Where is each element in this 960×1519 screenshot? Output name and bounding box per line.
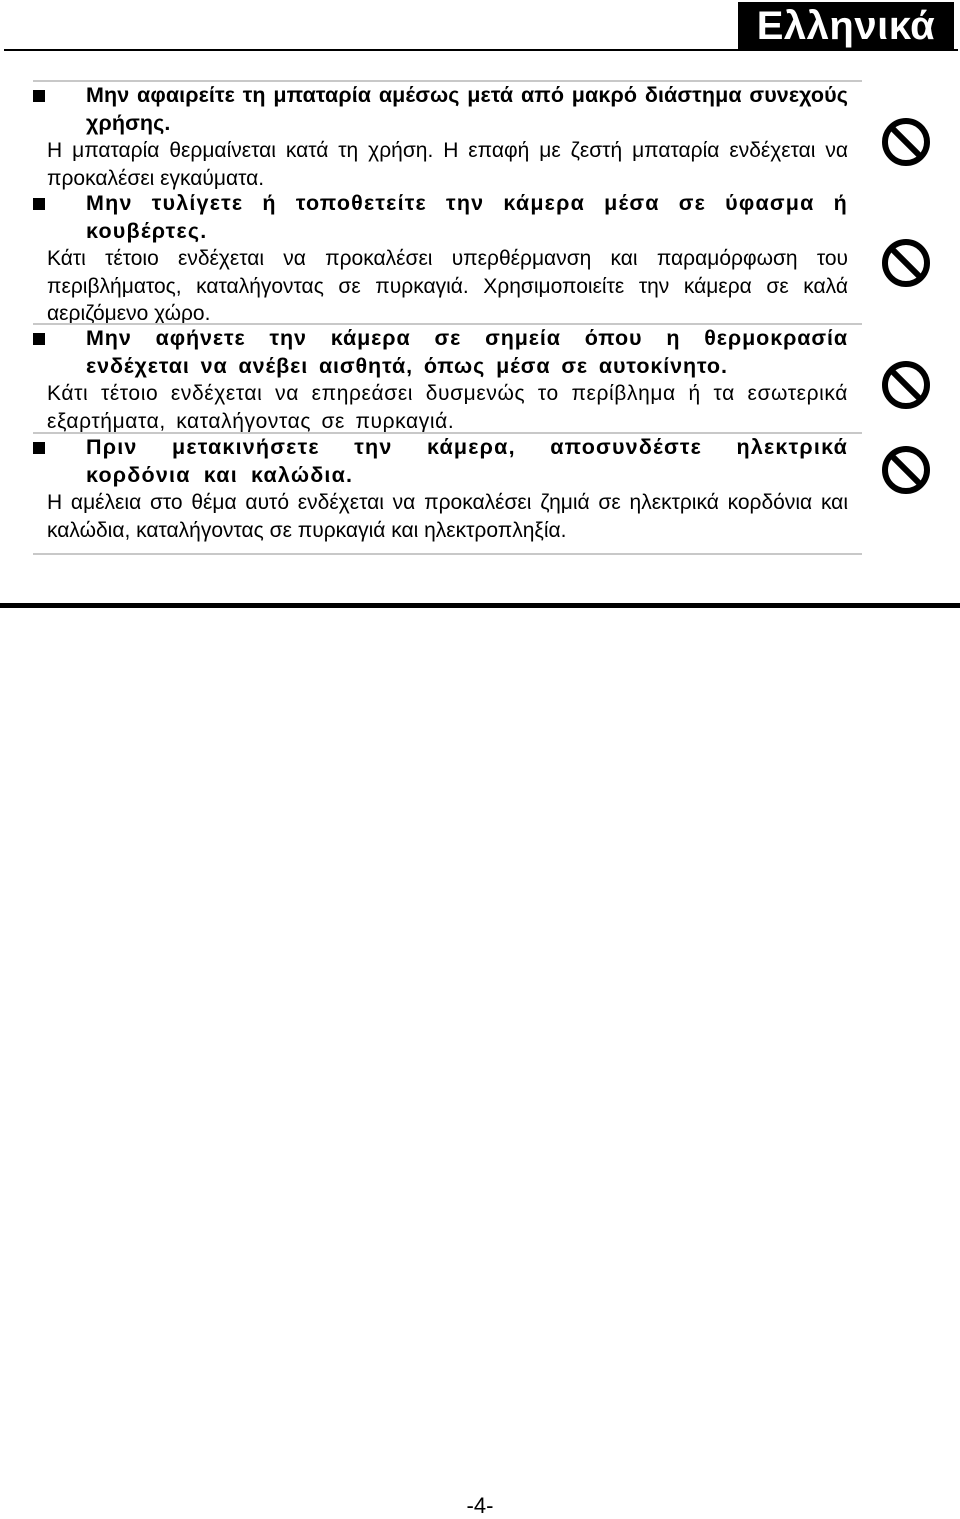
warning-heading: Πριν μετακινήσετε την κάμερα, αποσυνδέστε ηλεκτρικά κορδόνια και καλώδια.: [86, 435, 848, 487]
section-separator: [33, 553, 862, 555]
warning-body: Η αμέλεια στο θέμα αυτό ενδέχεται να προκαλέσει ζημιά σε ηλεκτρικά κορδόνια και καλώδια, καταλήγοντας σε πυρκαγιά και ηλεκτροπληξία.: [47, 491, 848, 542]
warning-item-1: [33, 82, 848, 192]
warning-heading: Μην αφαιρείτε τη μπαταρία αμέσως μετά από μακρό διάστημα συνεχούς χρήσης.: [86, 83, 848, 135]
language-label: Ελληνικά: [738, 2, 954, 50]
warning-body: Κάτι τέτοιο ενδέχεται να προκαλέσει υπερθέρμανση και παραμόρφωση του περιβλήματος, καταλήγοντας σε πυρκαγιά. Χρησιμοποιείτε την κάμερα σε καλά αεριζόμενο χώρο.: [47, 247, 848, 325]
bullet-square-icon: [33, 333, 45, 345]
page-number: -4-: [466, 1493, 494, 1518]
warning-body: Η μπαταρία θερμαίνεται κατά τη χρήση. Η επαφή με ζεστή μπαταρία ενδέχεται να προκαλέσει εγκαύματα.: [47, 139, 848, 190]
warning-item-4: [33, 434, 848, 544]
bullet-square-icon: [33, 198, 45, 210]
header-rule: [4, 49, 958, 51]
prohibition-icon: [880, 444, 932, 496]
warning-heading: Μην αφήνετε την κάμερα σε σημεία όπου η θερμοκρασία ενδέχεται να ανέβει αισθητά, όπως μέσα σε αυτοκίνητο.: [86, 326, 848, 378]
warning-body: Κάτι τέτοιο ενδέχεται να επηρεάσει δυσμενώς το περίβλημα ή τα εσωτερικά εξαρτήματα, καταλήγοντας σε πυρκαγιά.: [47, 382, 848, 433]
warning-item-3: [33, 325, 848, 435]
prohibition-icon: [880, 237, 932, 289]
bullet-square-icon: [33, 90, 45, 102]
footer-rule: [0, 603, 960, 608]
bullet-square-icon: [33, 442, 45, 454]
prohibition-icon: [880, 116, 932, 168]
prohibition-icon: [880, 359, 932, 411]
warning-heading: Μην τυλίγετε ή τοποθετείτε την κάμερα μέσα σε ύφασμα ή κουβέρτες.: [86, 191, 848, 243]
warning-item-2: [33, 190, 848, 328]
